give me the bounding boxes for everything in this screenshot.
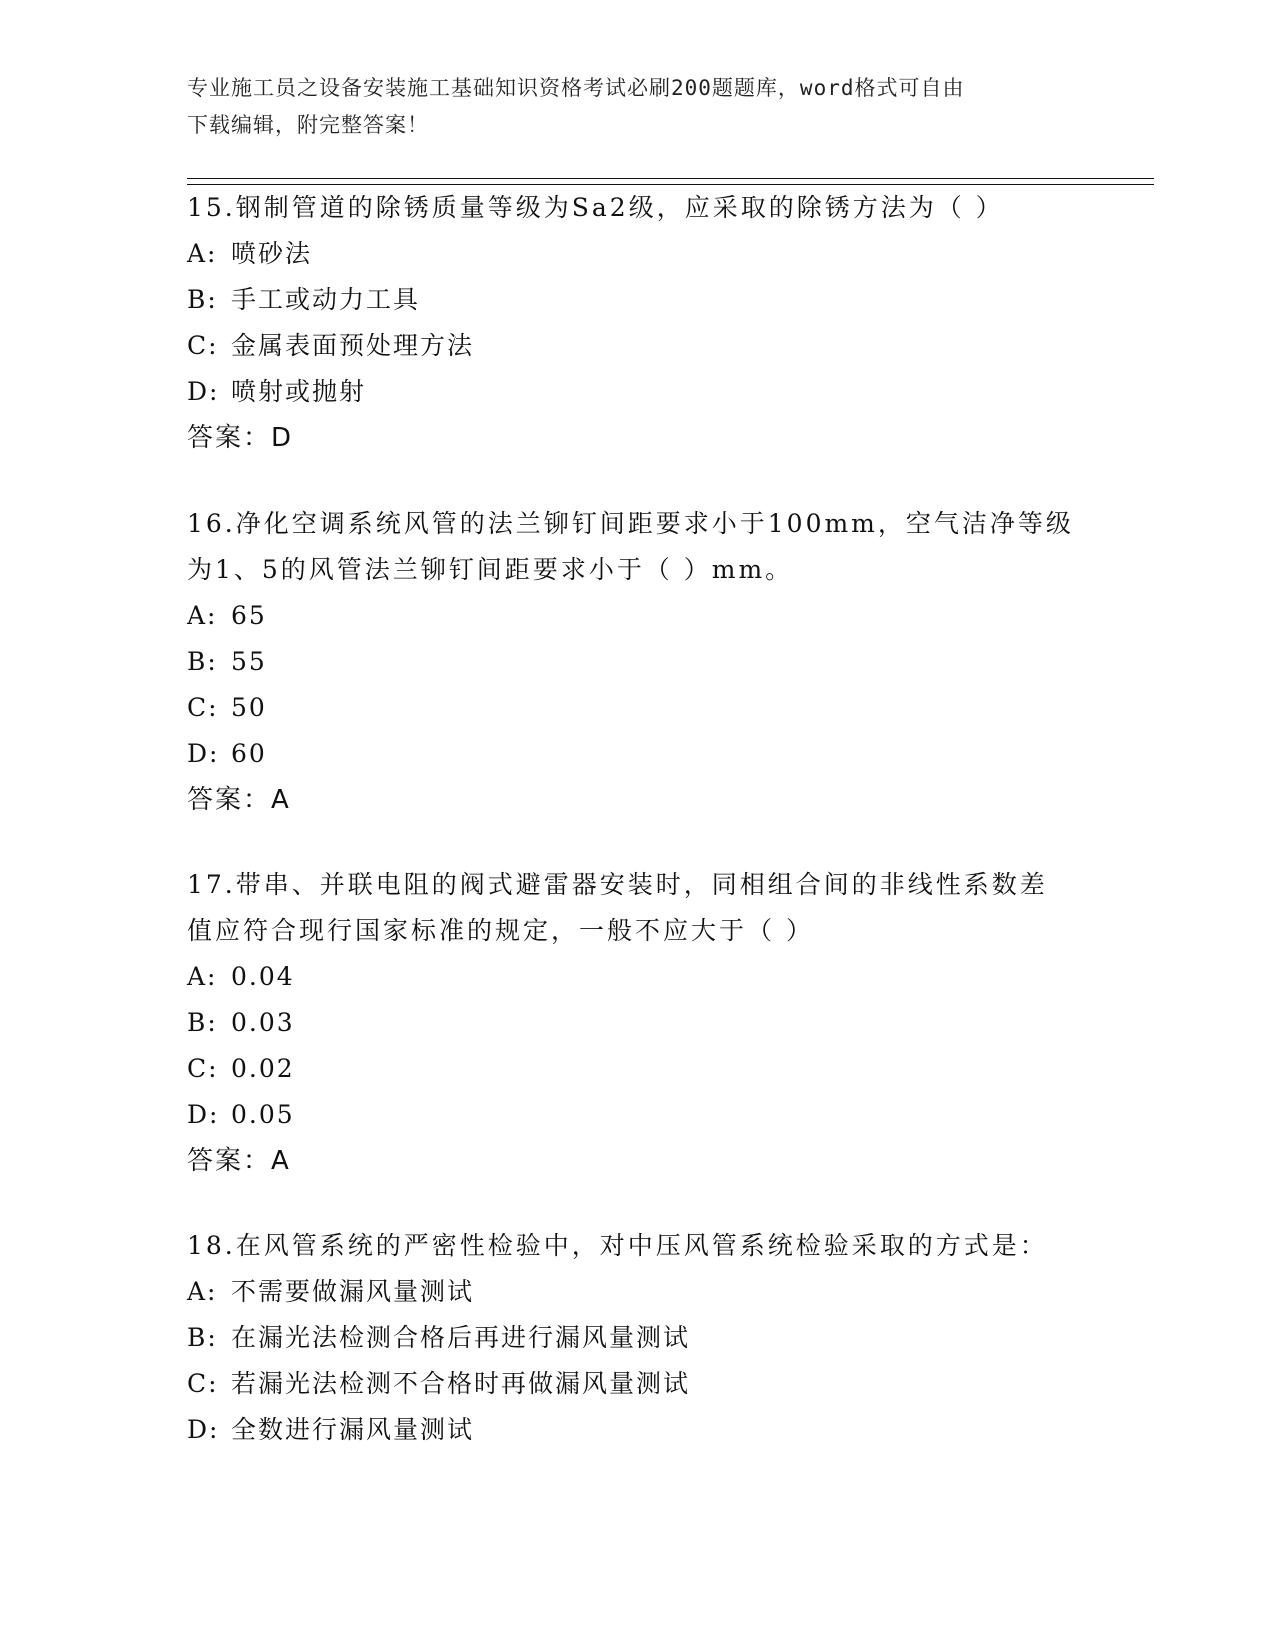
option-c	[187, 1046, 1087, 1092]
header-line-1: 专业施工员之设备安装施工基础知识资格考试必刷200题题库，word格式可自由	[187, 76, 965, 100]
option-text: 喷射或抛射	[231, 377, 367, 406]
option-text: 0.03	[231, 1008, 295, 1037]
question-16	[187, 501, 1087, 823]
option-label: B:	[187, 1323, 218, 1352]
option-c	[187, 1361, 1087, 1407]
option-a	[187, 954, 1087, 1000]
option-label: A:	[187, 239, 218, 268]
question-stem-line-1: 17.带串、并联电阻的阀式避雷器安装时，同相组合间的非线性系数差	[187, 870, 1048, 899]
answer-line: 答案：A	[187, 785, 291, 815]
option-a	[187, 593, 1087, 639]
option-label: A:	[187, 962, 218, 991]
option-label: D:	[187, 1100, 220, 1129]
document-header	[187, 70, 1067, 144]
option-text: 手工或动力工具	[231, 285, 421, 314]
option-text: 在漏光法检测合格后再进行漏风量测试	[231, 1323, 691, 1352]
option-b	[187, 639, 1087, 685]
question-stem: 18.在风管系统的严密性检验中，对中压风管系统检验采取的方式是：	[187, 1231, 1048, 1260]
option-text: 0.04	[231, 962, 295, 991]
option-text: 0.02	[231, 1054, 295, 1083]
option-b	[187, 277, 1087, 323]
option-text: 金属表面预处理方法	[231, 331, 475, 360]
option-d	[187, 1092, 1087, 1138]
option-a	[187, 1269, 1087, 1315]
option-d	[187, 369, 1087, 415]
option-label: C:	[187, 331, 219, 360]
option-d	[187, 1407, 1087, 1453]
option-label: C:	[187, 1369, 219, 1398]
question-stem: 15.钢制管道的除锈质量等级为Sa2级，应采取的除锈方法为（ ）	[187, 193, 1004, 222]
question-stem-line-1: 16.净化空调系统风管的法兰铆钉间距要求小于100mm，空气洁净等级	[187, 509, 1074, 538]
answer-line: 答案：A	[187, 1146, 291, 1176]
question-15	[187, 185, 1087, 461]
option-c	[187, 685, 1087, 731]
header-line-2: 下载编辑，附完整答案！	[187, 113, 429, 137]
option-text: 若漏光法检测不合格时再做漏风量测试	[231, 1369, 691, 1398]
option-b	[187, 1000, 1087, 1046]
option-d	[187, 731, 1087, 777]
option-text: 0.05	[231, 1100, 295, 1129]
answer-line: 答案：D	[187, 423, 294, 453]
option-text: 喷砂法	[231, 239, 313, 268]
option-label: D:	[187, 739, 220, 768]
option-text: 55	[231, 647, 267, 676]
option-text: 50	[231, 693, 267, 722]
question-17	[187, 862, 1087, 1184]
option-b	[187, 1315, 1087, 1361]
option-label: B:	[187, 1008, 218, 1037]
option-c	[187, 323, 1087, 369]
option-text: 60	[231, 739, 267, 768]
option-text: 全数进行漏风量测试	[231, 1415, 475, 1444]
option-label: B:	[187, 285, 218, 314]
option-label: D:	[187, 377, 220, 406]
option-label: A:	[187, 601, 218, 630]
option-text: 65	[231, 601, 267, 630]
header-divider-top	[187, 178, 1154, 179]
option-text: 不需要做漏风量测试	[231, 1277, 475, 1306]
question-stem-line-2: 为1、5的风管法兰铆钉间距要求小于（ ）mm。	[187, 555, 794, 584]
option-a	[187, 231, 1087, 277]
question-stem-line-2: 值应符合现行国家标准的规定，一般不应大于（ ）	[187, 916, 814, 945]
option-label: B:	[187, 647, 218, 676]
question-18	[187, 1223, 1087, 1453]
option-label: D:	[187, 1415, 220, 1444]
option-label: C:	[187, 693, 219, 722]
option-label: C:	[187, 1054, 219, 1083]
option-label: A:	[187, 1277, 218, 1306]
